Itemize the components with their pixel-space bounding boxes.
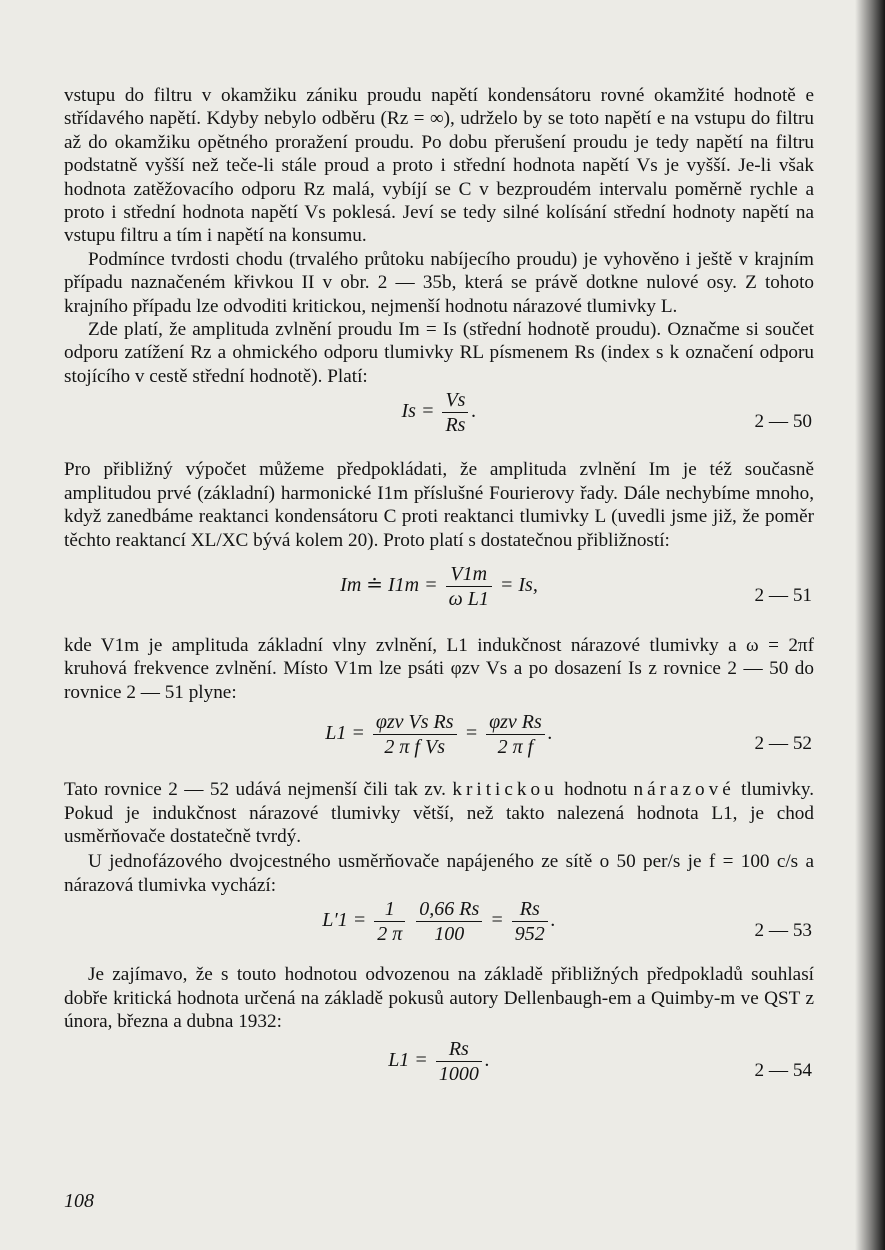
term-kriticka: kritickou xyxy=(452,779,558,801)
eq50-number: 2 — 50 xyxy=(754,411,812,433)
eq54-number: 2 — 54 xyxy=(754,1060,812,1082)
eq51-fraction: $\frac{V1m}{\text{ω L1}}$ xyxy=(446,562,492,611)
equation-2-54: L1 = $\frac{Rs}{1000}$ . 2 — 54 xyxy=(388,1038,812,1086)
eq53-lhs: L′1 = xyxy=(322,909,367,932)
equation-2-51: Im ≐ I1m = $\frac{V1m}{\text{ω L1}}$ = Is, 2 — 51 xyxy=(340,562,812,610)
eq51-number: 2 — 51 xyxy=(754,584,812,606)
paragraph-7: U jednofázového dvojcestného usměrňovače napájeného ze sítě o 50 per/s je f = 100 c/s a nárazová tlumivka vychází: xyxy=(64,851,814,896)
eq50-fraction: $\frac{Vs}{Rs}$ xyxy=(442,388,468,437)
paragraph-5: kde V1m je amplituda základní vlny zvlnění, L1 indukčnost nárazové tlumivky a ω = 2πf kruhová frekvence zvlnění. Místo V1m lze psáti φzv Vs a po dosazení Is z rovnice 2 — 50 do rovnice 2 — 51 plyne: xyxy=(64,634,814,703)
paragraph-1: vstupu do filtru v okamžiku zániku proudu napětí kondensátoru rovné okamžité hodnotě e střídavého napětí. Kdyby nebylo odběru (Rz = ∞), udrželo by se toto napětí e na vstupu do filtru až do okamžiku opětného proražení proudu. Po dobu přerušení proudu je tedy napětí na filtru podstatně vyšší než teče-li stále proud a proto i střední hodnota napětí Vs je vyšší. Je-li však hodnota zatěžovacího odporu Rz malá, vybíjí se C v bezproudém intervalu poměrně rychle a proto i střední hodnota napětí Vs poklesá. Jeví se tedy silné kolísání střední hodnoty napětí na vstupu filtru a tím i napětí na konsumu. xyxy=(64,85,814,247)
paragraph-3: Zde platí, že amplituda zvlnění proudu Im = Is (střední hodnotě proudu). Označme si součet odporu zatížení Rz a ohmického odporu tlumivky RL písmenem Rs (index s k označení odporu stojícího v cestě střední hodnotě). Platí: xyxy=(64,319,814,387)
eq50-lhs: Is = xyxy=(401,400,435,423)
eq52-lhs: L1 = xyxy=(325,722,365,745)
term-narazove: nárazové xyxy=(633,779,735,801)
eq51-lhs: Im ≐ I1m = xyxy=(340,574,438,596)
paragraph-8: Je zajímavo, že s touto hodnotou odvozenou na základě přibližných předpokladů souhlasí dobře kritická hodnota určená na základě pokusů autory Dellenbaugh-em a Quimby-m ve QST z února, března a dubna 1932: xyxy=(64,964,814,1032)
page-binding-shadow xyxy=(855,0,885,1250)
eq53-number: 2 — 53 xyxy=(754,920,812,942)
page-number: 108 xyxy=(64,1190,94,1212)
equation-2-50: Is = $\frac{Vs}{Rs}$ . 2 — 50 xyxy=(401,389,812,437)
eq52-fraction-1: $\frac{\text{φzv Vs Rs}}{\text{2 π f Vs}}$ xyxy=(373,710,457,759)
paragraph-4: Pro přibližný výpočet můžeme předpokládati, že amplituda zvlnění Im je též současně amplitudou prvé (základní) harmonické I1m příslušné Fourierovy řady. Dále nechybíme mnoho, když zanedbáme reaktanci kondensátoru C proti reaktanci tlumivky L (uvedli jsme již, že poměr těchto reaktancí XL/XC bývá kolem 20). Proto platí s dostatečnou přibližností: xyxy=(64,459,814,551)
eq52-fraction-2: $\frac{\text{φzv Rs}}{\text{2 π f}}$ xyxy=(486,710,545,759)
paragraph-2: Podmínce tvrdosti chodu (trvalého průtoku nabíjecího proudu) je vyhověno i ještě v krajním případu naznačeném křivkou II v obr. 2 — 35b, která se právě dotkne nulové osy. Z tohoto krajního případu lze odvoditi kritickou, nejmenší hodnotu nárazové tlumivky L. xyxy=(64,248,814,317)
eq53-fraction-3: $\frac{Rs}{952}$ xyxy=(512,897,548,946)
eq54-lhs: L1 = xyxy=(388,1049,428,1072)
eq53-fraction-2: $\frac{0,66 Rs}{100}$ xyxy=(416,897,482,946)
book-page-text xyxy=(64,84,814,1103)
equation-2-52: L1 = $\frac{\text{φzv Vs Rs}}{\text{2 π f Vs}}$ = $\frac{\text{φzv Rs}}{\text{2 π f}}$ . 2 — 52 xyxy=(325,711,812,759)
eq53-fraction-1: $\frac{1}{2 \pi}$ xyxy=(374,897,405,946)
paragraph-6: Tato rovnice 2 — 52 udává nejmenší čili tak zv. kritickou hodnotu nárazové tlumivky. Pokud je indukčnost nárazové tlumivky větší, než takto nalezená hodnota L1, je chod usměrňovače dostatečně tvrdý. xyxy=(64,779,814,847)
equation-2-53: L′1 = $\frac{1}{2 \pi}$ $\frac{0,66 Rs}{100}$ = $\frac{Rs}{952}$ . 2 — 53 xyxy=(322,898,812,946)
eq52-number: 2 — 52 xyxy=(754,733,812,755)
eq54-fraction: $\frac{Rs}{1000}$ xyxy=(436,1037,482,1086)
